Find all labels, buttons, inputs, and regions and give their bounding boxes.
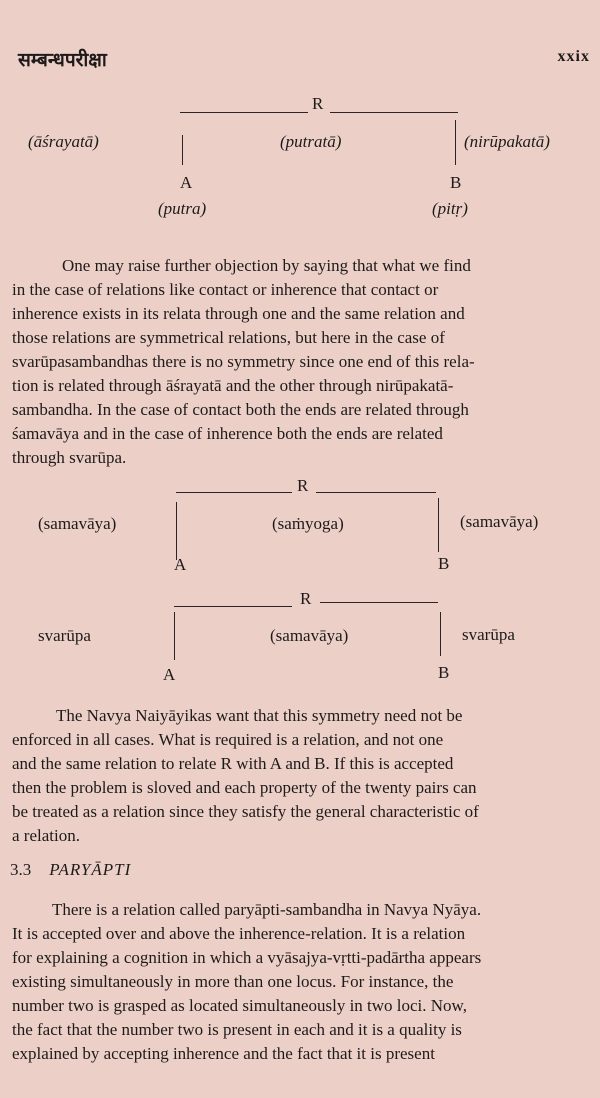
diagram-3-right-connector: [440, 612, 441, 656]
text-line: svarūpasambandhas there is no symmetry since one end of this rela-: [12, 352, 475, 371]
text-line: enforced in all cases. What is required is a relation, and not one: [12, 730, 444, 749]
text-line: sambandha. In the case of contact both the ends are related through: [12, 400, 469, 419]
paragraph-navya-symmetry: [12, 704, 590, 848]
section-title: PARYĀPTI: [49, 860, 132, 879]
diagram-1-top-line-right: [330, 112, 458, 113]
text-line: through svarūpa.: [12, 448, 127, 467]
diagram-1-left-connector: [182, 135, 183, 165]
diagram-1-node-b: B: [450, 173, 462, 192]
diagram-2-top-line-right: [316, 492, 436, 493]
text-line: those relations are symmetrical relations, but here in the case of: [12, 328, 445, 347]
diagram-2-right-relation: (samavāya): [460, 512, 539, 531]
diagram-2-right-connector: [438, 498, 439, 552]
text-line: One may raise further objection by saying that what we find: [62, 256, 471, 275]
text-line: explained by accepting inherence and the fact that it is present: [12, 1044, 435, 1063]
diagram-3-middle-relation: (samavāya): [270, 626, 349, 645]
diagram-2-node-a: A: [174, 555, 187, 574]
diagram-1-node-a: A: [180, 173, 193, 192]
text-line: in the case of relations like contact or inherence that contact or: [12, 280, 439, 299]
diagram-3-top-line-left: [174, 606, 292, 607]
section-number: 3.3: [10, 860, 32, 879]
diagram-1-top-line-left: [180, 112, 308, 113]
text-line: the fact that the number two is present in each and it is a quality is: [12, 1020, 462, 1039]
paragraph-paryapti: [12, 898, 590, 1066]
text-line: existing simultaneously in more than one locus. For instance, the: [12, 972, 454, 991]
text-line: for explaining a cognition in which a vyāsajya-vṛtti-padārtha appears: [12, 948, 482, 967]
running-head-title: सम्बन्धपरीक्षा: [18, 50, 107, 71]
diagram-3-node-b: B: [438, 663, 450, 682]
diagram-1-right-connector: [455, 120, 456, 165]
text-line: a relation.: [12, 826, 80, 845]
section-heading: [10, 860, 131, 880]
diagram-3-node-a: A: [163, 665, 176, 684]
diagram-2-middle-relation: (saṁyoga): [272, 514, 344, 533]
diagram-2-node-b: B: [438, 554, 450, 573]
diagram-3-right-relation: svarūpa: [462, 625, 515, 644]
diagram-1-r-label: R: [312, 94, 324, 113]
page-number: xxix: [557, 48, 590, 65]
diagram-2-top-line-left: [176, 492, 292, 493]
text-line: śamavāya and in the case of inherence both the ends are related: [12, 424, 443, 443]
text-line: It is accepted over and above the inherence-relation. It is a relation: [12, 924, 466, 943]
diagram-3-left-connector: [174, 612, 175, 660]
diagram-2-left-connector: [176, 502, 177, 560]
diagram-3-top-line-right: [320, 602, 438, 603]
diagram-1-left-relation: (āśrayatā): [28, 132, 99, 151]
diagram-3-r-label: R: [300, 589, 312, 608]
diagram-1-node-a-label: (putra): [158, 199, 207, 218]
text-line: and the same relation to relate R with A and B. If this is accepted: [12, 754, 454, 773]
text-line: The Navya Naiyāyikas want that this symmetry need not be: [56, 706, 463, 725]
diagram-2-r-label: R: [297, 476, 309, 495]
diagram-1-node-b-label: (pitṛ): [432, 199, 468, 218]
text-line: inherence exists in its relata through one and the same relation and: [12, 304, 465, 323]
paragraph-symmetry-objection: [12, 254, 590, 470]
text-line: number two is grasped as located simultaneously in two loci. Now,: [12, 996, 467, 1015]
text-line: be treated as a relation since they satisfy the general characteristic of: [12, 802, 479, 821]
diagram-1-middle-relation: (putratā): [280, 132, 342, 151]
text-line: There is a relation called paryāpti-sambandha in Navya Nyāya.: [52, 900, 482, 919]
diagram-1-right-relation: (nirūpakatā): [464, 132, 550, 151]
diagram-2-left-relation: (samavāya): [38, 514, 117, 533]
text-line: tion is related through āśrayatā and the other through nirūpakatā-: [12, 376, 454, 395]
diagram-3-left-relation: svarūpa: [38, 626, 91, 645]
text-line: then the problem is sloved and each property of the twenty pairs can: [12, 778, 477, 797]
